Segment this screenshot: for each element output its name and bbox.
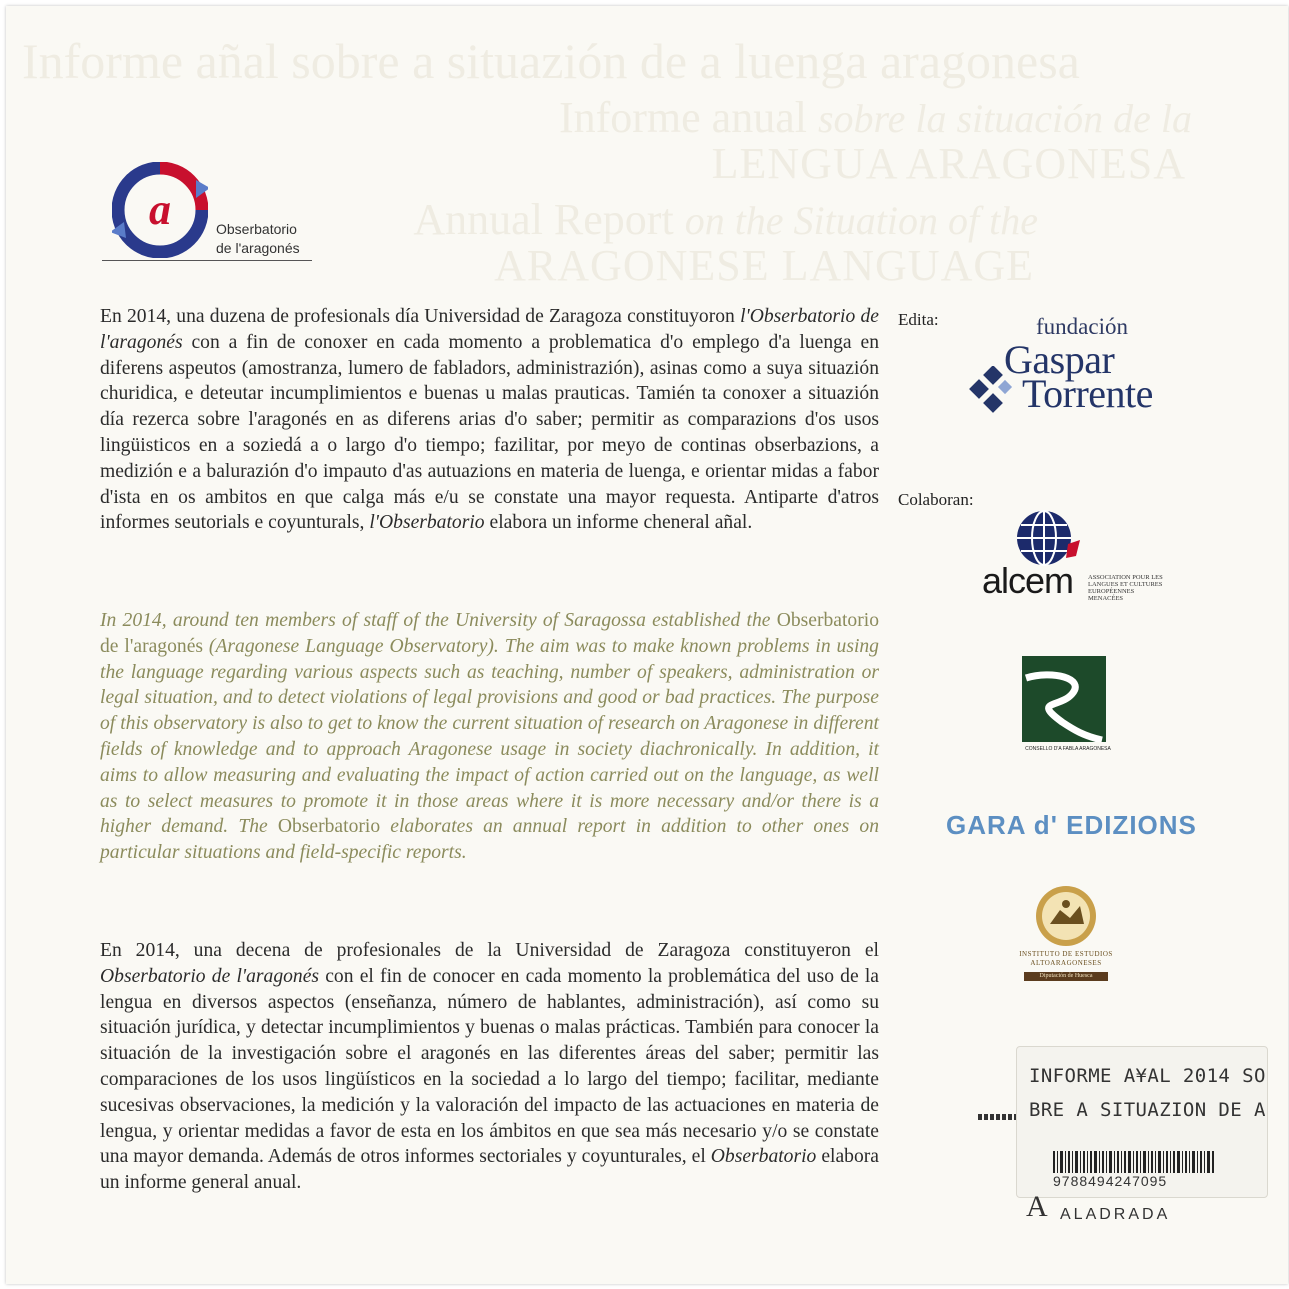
globe-icon bbox=[1014, 508, 1084, 568]
aladrada-publisher-name: ALADRADA bbox=[1060, 1206, 1171, 1223]
paragraph-spanish bbox=[100, 938, 879, 1196]
watermark-title-english-2: ARAGONESE LANGUAGE bbox=[494, 241, 1034, 290]
alcem-logo: alcem ASSOCIATION POUR LES LANGUES ET CULTURES EUROPÉENNES MENACÉES bbox=[976, 508, 1166, 604]
text-run: En 2014, una duzena de profesionals día Universidad de Zaragoza constituyoron bbox=[100, 306, 741, 327]
diamond-icon bbox=[964, 366, 1024, 426]
sticker-title-line1: INFORME A¥AL 2014 SO bbox=[1029, 1065, 1266, 1087]
price-sticker bbox=[1016, 1046, 1268, 1198]
aladrada-mark-icon: A bbox=[1026, 1190, 1048, 1223]
partial-logo-marks bbox=[978, 1114, 1018, 1120]
text-run: Obserbatorio bbox=[277, 816, 381, 838]
text-run: (Aragonese Language Observatory). The aim was to make known problems in using the language regarding various aspects such as teaching, number of speakers, administration or legal situation, and to detect violations of legal provisions and good or bad practices. The purpose of this observatory is also to get to know the current situation of research on Aragonese in different fields of knowledge and to approach Aragonese usage in society diachronically. In addition, it aims to allow measuring and evaluating the impact of action carried out on the language, as well as to select measures to promote it in those areas where it is more necessary and/or there is a higher demand. The bbox=[100, 635, 879, 838]
seal-icon bbox=[1034, 884, 1098, 948]
river-icon bbox=[1022, 656, 1106, 742]
paragraph-aragonese bbox=[100, 304, 879, 536]
consello-fabla-logo: CONSELLO D'A FABLA ARAGONESA bbox=[1022, 656, 1118, 752]
logo-name: Obserbatorio de l'aragonés bbox=[216, 221, 300, 256]
text-run: Obserbatorio de l'aragonés bbox=[100, 965, 320, 987]
book-back-cover bbox=[6, 6, 1288, 1284]
paragraph-english bbox=[100, 608, 879, 866]
text-run: elabora un informe general anual. bbox=[100, 1146, 879, 1194]
text-run: elabora un informe cheneral añal. bbox=[484, 512, 753, 534]
edita-label: Edita: bbox=[898, 310, 939, 329]
obserbatorio-logo bbox=[102, 156, 318, 266]
text-run: In 2014, around ten members of staff of the University of Saragossa established the bbox=[100, 610, 777, 631]
svg-text:a: a bbox=[149, 185, 171, 234]
text-run: Obserbatorio de l'aragonés bbox=[100, 610, 879, 657]
colaboran-label: Colaboran: bbox=[898, 490, 974, 509]
watermark-title-english-1: Annual Report on the Situation of the bbox=[413, 195, 1038, 244]
text-run: Obserbatorio bbox=[710, 1146, 817, 1168]
fundacion-gaspar-torrente-logo: fundación Gaspar Torrente bbox=[964, 314, 1184, 426]
watermark-title-aragonese: Informe añal sobre a situazión de a luenga aragonesa bbox=[22, 33, 1080, 89]
text-run: l'Obserbatorio bbox=[369, 512, 485, 534]
barcode-icon bbox=[1053, 1151, 1223, 1173]
text-run: En 2014, una decena de profesionales de la Universidad de Zaragoza constituyeron el bbox=[100, 940, 879, 961]
gara-edizions-logo: GARA d' EDIZIONS bbox=[946, 810, 1197, 840]
text-run: elaborates an annual report in addition to other ones on particular situations and field-specific reports. bbox=[100, 816, 879, 864]
obserbatorio-circle-icon bbox=[112, 162, 208, 258]
isbn-number: 9788494247095 bbox=[1053, 1173, 1168, 1189]
logo-underline bbox=[102, 260, 312, 261]
text-run: l'Obserbatorio de l'aragonés bbox=[100, 306, 879, 353]
watermark-title-spanish-1: Informe anual sobre la situación de la bbox=[558, 93, 1192, 142]
text-run: con a fin de conoxer en cada momento a problematica d'o emplego d'a luenga en diferens aspeutos (amostranza, lumero de fabladors, administrazión), asinas como a suya situazión churidica, e deteutar incumplimientos e buenas u malas prauticas. Tamién ta conoxer a situazión día rezerca sobre l'aragonés en as diferens arias d'o saber; permitir as comparazions d'os usos lingüisticos en a soziedá a o largo d'o tiempo; fazilitar, por meyo de continas obserbazions, a medizión e a balurazión d'o impauto d'as autuazions en materia de luenga, e orientar midas a fabor d'ista en os ambitos en que calga más e/u se constate una mayor requesta. Antiparte d'atros informes seutorials e coyunturals, bbox=[100, 331, 879, 534]
watermark-title-spanish-2: LENGUA ARAGONESA bbox=[711, 139, 1186, 188]
sticker-title-line2: BRE A SITUAZION DE A bbox=[1029, 1099, 1266, 1121]
instituto-estudios-altoaragoneses-logo: INSTITUTO DE ESTUDIOS ALTOARAGONESES Diputación de Huesca bbox=[996, 884, 1136, 984]
text-run: con el fin de conocer en cada momento la problemática del uso de la lengua en diversos aspectos (enseñanza, número de hablantes, administración), así como su situación jurídica, y detectar incumplimientos y buenas o malas prácticas. También para conocer la situación de la investigación sobre el aragonés en las diferentes áreas del saber; permitir las comparaciones de los usos lingüísticos en la sociedad a lo largo del tiempo; facilitar, mediante sucesivas observaciones, la medición y la valoración del impacto de las actuaciones en materia de lengua, y orientar medidas a favor de esta en los ámbitos en que sea más necesario y/o se constate una mayor demanda. Además de otros informes sectoriales y coyunturales, el bbox=[100, 965, 880, 1168]
